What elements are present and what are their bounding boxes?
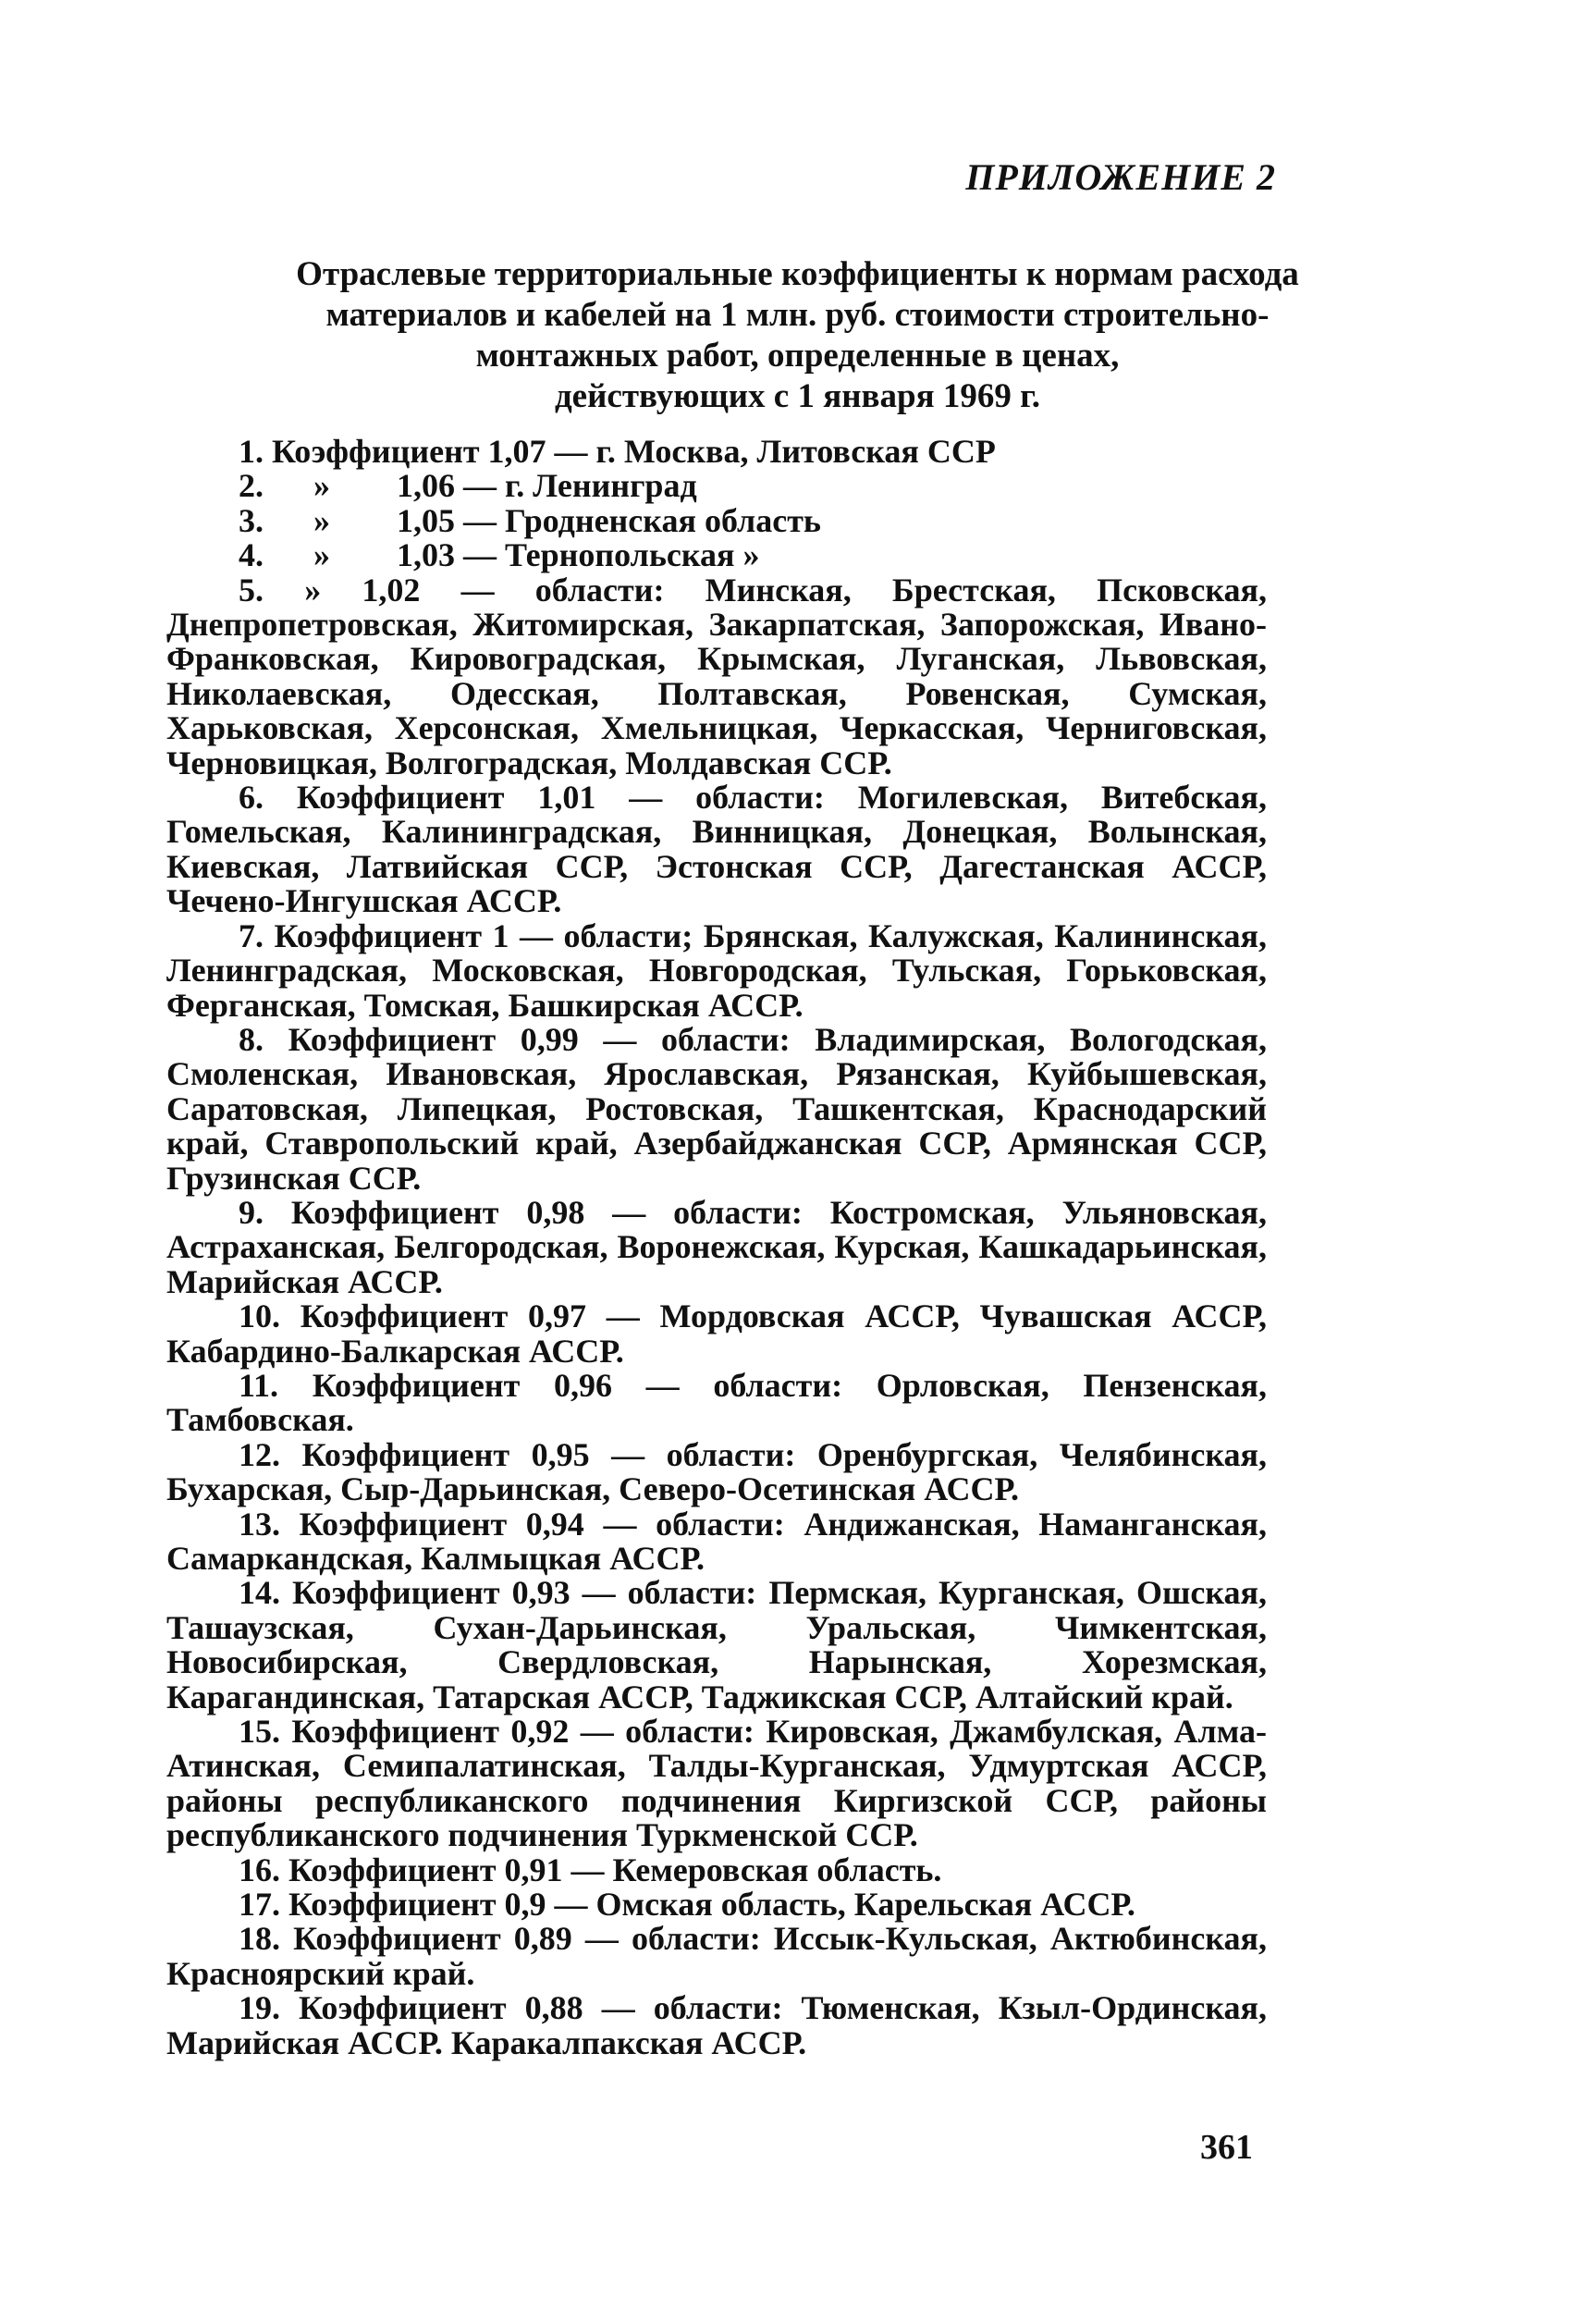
list-item: 2. » 1,06 — г. Ленинград [239, 467, 697, 505]
list-item: 11. Коэффициент 0,96 — области: Орловская, Пензенская, Тамбовская. [166, 1366, 1267, 1439]
list-item: 18. Коэффициент 0,89 — области: Иссык-Кульская, Актюбинская, Красноярский край. [166, 1920, 1267, 1992]
list-item: 9. Коэффициент 0,98 — области: Костромская, Ульяновская, Астраханская, Белгородская, Воронежская, Курская, Кашкадарьинская, Марийская АССР. [166, 1193, 1267, 1300]
page-number: 361 [1200, 2128, 1253, 2167]
heading-line: Отраслевые территориальные коэффициенты к нормам расхода [296, 255, 1299, 293]
list-item: 3. » 1,05 — Гродненская область [239, 501, 821, 539]
heading-line: монтажных работ, определенные в ценах, [475, 337, 1120, 375]
list-item: 7. Коэффициент 1 — области; Брянская, Калужская, Калининская, Ленинградская, Московская, Новгородская, Тульская, Горьковская, Ферганская, Томская, Башкирская АССР. [166, 916, 1267, 1024]
list-item: 1. Коэффициент 1,07 — г. Москва, Литовская ССР [239, 433, 996, 470]
list-item: 5. » 1,02 — области: Минская, Брестская, Псковская, Днепропетровская, Житомирская, Закарпатская, Запорожская, Ивано-Франковская, Кировоградская, Крымская, Луганская, Львовская, Николаевская, Одесская, Полтавская, Ровенская, Сумская, Харьковская, Херсонская, Хмельницкая, Черкасская, Черниговская, Черновицкая, Волгоградская, Молдавская ССР. [166, 571, 1267, 781]
document-heading [148, 254, 1447, 417]
list-item: 8. Коэффициент 0,99 — области: Владимирская, Вологодская, Смоленская, Ивановская, Ярославская, Рязанская, Куйбышевская, Саратовская, Липецкая, Ростовская, Ташкентская, Краснодарский край, Ставропольский край, Азербайджанская ССР, Армянская ССР, Грузинская ССР. [166, 1020, 1267, 1197]
list-item: 4. » 1,03 — Тернопольская » [239, 536, 760, 574]
list-item: 19. Коэффициент 0,88 — области: Тюменская, Кзыл-Ординская, Марийская АССР. Каракалпакская АССР. [166, 1989, 1267, 2061]
list-item: 16. Коэффициент 0,91 — Кемеровская область. [239, 1851, 942, 1888]
heading-line: действующих с 1 января 1969 г. [554, 377, 1041, 415]
list-item: 10. Коэффициент 0,97 — Мордовская АССР, Чувашская АССР, Кабардино-Балкарская АССР. [166, 1297, 1267, 1370]
appendix-label: ПРИЛОЖЕНИЕ 2 [965, 156, 1276, 198]
list-item: 13. Коэффициент 0,94 — области: Андижанская, Наманганская, Самаркандская, Калмыцкая АССР. [166, 1505, 1267, 1577]
list-item: 6. Коэффициент 1,01 — области: Могилевская, Витебская, Гомельская, Калининградская, Винницкая, Донецкая, Волынская, Киевская, Латвийская ССР, Эстонская ССР, Дагестанская АССР, Чечено-Ингушская АССР. [166, 779, 1267, 920]
list-item: 14. Коэффициент 0,93 — области: Пермская, Курганская, Ошская, Ташаузская, Сухан-Дарьинская, Уральская, Чимкентская, Новосибирская, Свердловская, Нарынская, Хорезмская, Карагандинская, Татарская АССР, Таджикская ССР, Алтайский край. [166, 1574, 1267, 1715]
list-item: 15. Коэффициент 0,92 — области: Кировская, Джамбулская, Алма-Атинская, Семипалатинская, Талды-Курганская, Удмуртская АССР, районы республиканского подчинения Киргизской ССР, районы республиканского подчинения Туркменской ССР. [166, 1713, 1267, 1854]
list-item: 12. Коэффициент 0,95 — области: Оренбургская, Челябинская, Бухарская, Сыр-Дарьинская, Северо-Осетинская АССР. [166, 1435, 1267, 1508]
coefficient-list [166, 435, 1267, 2060]
list-item: 17. Коэффициент 0,9 — Омская область, Карельская АССР. [239, 1886, 1135, 1924]
heading-line: материалов и кабелей на 1 млн. руб. стоимости строительно- [325, 296, 1270, 334]
